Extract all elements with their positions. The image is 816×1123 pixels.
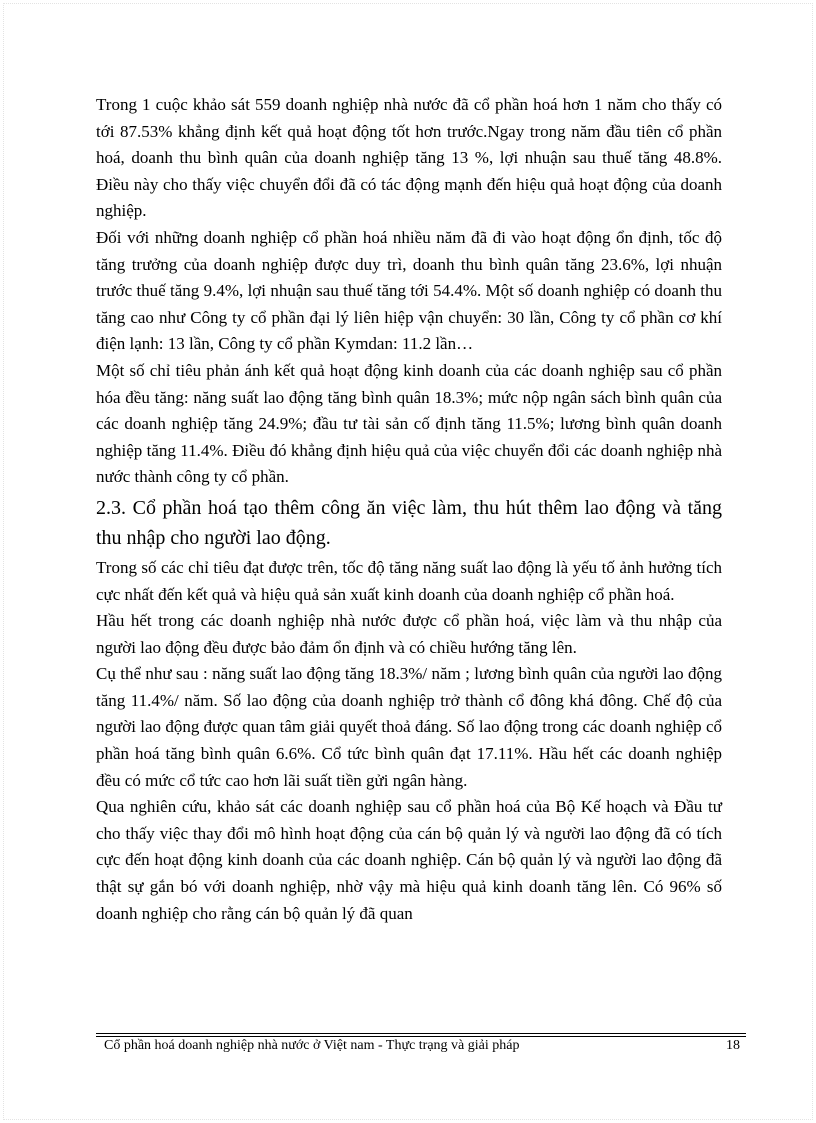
footer-rule-top <box>96 1033 746 1034</box>
section-heading: 2.3. Cổ phần hoá tạo thêm công ăn việc làm, thu hút thêm lao động và tăng thu nhập cho người lao động. <box>96 496 722 549</box>
paragraph-indicators: Một số chỉ tiêu phản ánh kết quả hoạt động kinh doanh của các doanh nghiệp sau cổ phần hóa đều tăng: năng suất lao động tăng bình quân 18.3%; mức nộp ngân sách bình quân của các doanh nghiệp tăng 24.9%; đầu tư tài sản cố định tăng 11.5%; lương bình quân doanh nghiệp tăng 11.4%. Điều đó khẳng định hiệu quả của việc chuyển đổi các doanh nghiệp nhà nước thành công ty cổ phần. <box>96 360 722 487</box>
paragraph-specifics: Cụ thể như sau : năng suất lao động tăng 18.3%/ năm ; lương bình quân của người lao động tăng 11.4%/ năm. Số lao động của doanh nghiệp trở thành cổ đông khá đông. Chế độ của người lao động được quan tâm giải quyết thoả đáng. Số lao động trong các doanh nghiệp cổ phần hoá tăng bình quân 6.6%. Cổ tức bình quân đạt 17.11%. Hầu hết các doanh nghiệp đều có mức cổ tức cao hơn lãi suất tiền gửi ngân hàng. <box>96 664 722 790</box>
paragraph-survey-results: Trong 1 cuộc khảo sát 559 doanh nghiệp nhà nước đã cổ phần hoá hơn 1 năm cho thấy có tới 87.53% khẳng định kết quả hoạt động tốt hơn trước.Ngay trong năm đầu tiên cổ phần hoá, doanh thu bình quân của doanh nghiệp tăng 13 %, lợi nhuận sau thuế tăng 48.8%. Điều này cho thấy việc chuyển đổi đã có tác động mạnh đến hiệu quả hoạt động của doanh nghiệp. <box>96 95 722 221</box>
paragraph-long-term-growth: Đối với những doanh nghiệp cổ phần hoá nhiều năm đã đi vào hoạt động ổn định, tốc độ tăng trưởng của doanh nghiệp được duy trì, doanh thu bình quân tăng 23.6%, lợi nhuận trước thuế tăng 9.4%, lợi nhuận sau thuế tăng tới 54.4%. Một số doanh nghiệp có doanh thu tăng cao như Công ty cổ phần đại lý liên hiệp vận chuyển: 30 lần, Công ty cổ phần cơ khí điện lạnh: 13 lần, Công ty cổ phần Kymdan: 11.2 lần… <box>96 227 722 354</box>
paragraph-productivity: Trong số các chỉ tiêu đạt được trên, tốc độ tăng năng suất lao động là yếu tố ảnh hưởng tích cực nhất đến kết quả và hiệu quả sản xuất kinh doanh của doanh nghiệp cổ phần hoá. <box>96 557 722 604</box>
paragraph-employment: Hầu hết trong các doanh nghiệp nhà nước được cổ phần hoá, việc làm và thu nhập của người lao động đều được bảo đảm ổn định và có chiều hướng tăng lên. <box>96 611 722 657</box>
paragraph-ministry-study: Qua nghiên cứu, khảo sát các doanh nghiệp sau cổ phần hoá của Bộ Kế hoạch và Đầu tư cho thấy việc thay đổi mô hình hoạt động của cán bộ quản lý và người lao động đã có tích cực đến hoạt động kinh doanh của các doanh nghiệp. Cán bộ quản lý và người lao động đã thật sự gắn bó với doanh nghiệp, nhờ vậy mà hiệu quả kinh doanh tăng lên. Có 96% số doanh nghiệp cho rằng cán bộ quản lý đã quan <box>96 797 722 923</box>
footer-title: Cổ phần hoá doanh nghiệp nhà nước ở Việt nam - Thực trạng và giải pháp <box>104 1038 520 1053</box>
page-number: 18 <box>726 1038 740 1053</box>
body-content <box>96 92 722 927</box>
